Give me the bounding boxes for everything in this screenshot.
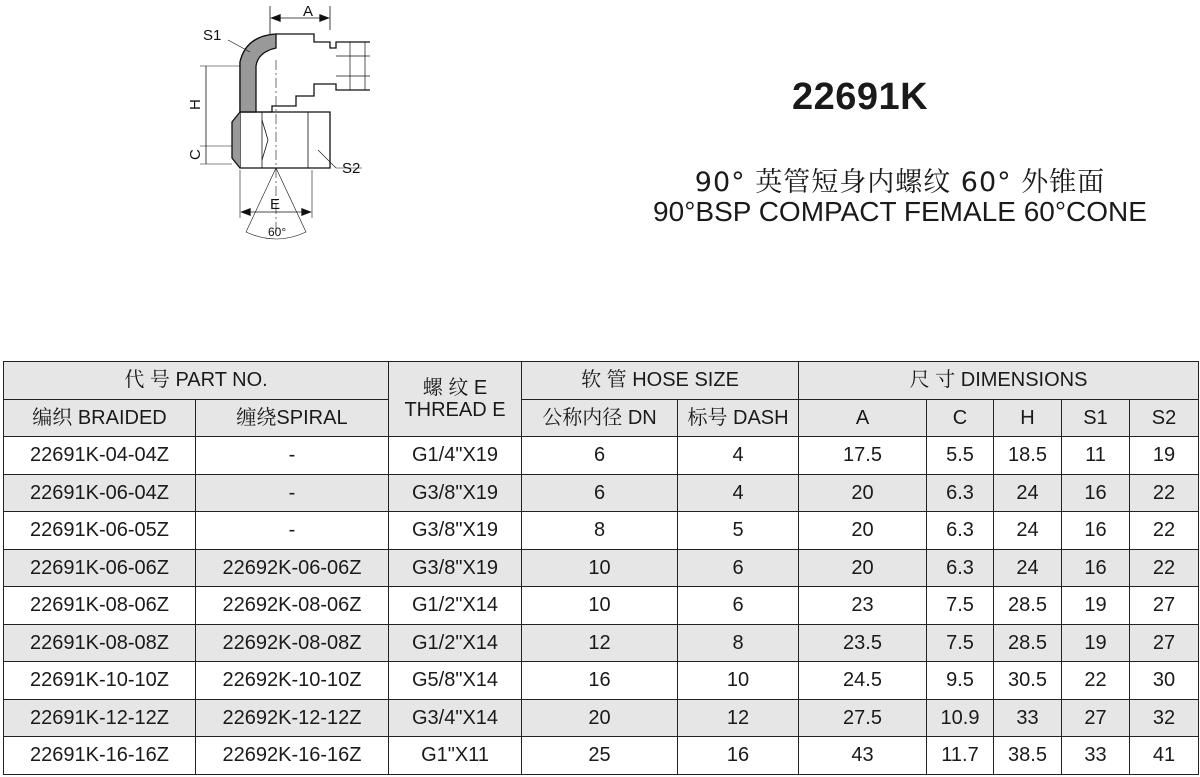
cell-a: 23.5: [799, 624, 927, 662]
cell-dash: 6: [678, 587, 799, 625]
cell-s2: 22: [1130, 549, 1199, 587]
cell-dn: 20: [522, 699, 678, 737]
header-s2: S2: [1130, 399, 1199, 437]
cell-s2: 32: [1130, 699, 1199, 737]
cell-dash: 4: [678, 474, 799, 512]
description-english: 90°BSP COMPACT FEMALE 60°CONE: [653, 196, 1147, 227]
header-spiral: 缠绕SPIRAL: [196, 399, 389, 437]
header-dn: 公称内径 DN: [522, 399, 678, 437]
table-row: [4, 737, 1199, 775]
table-header-row: [4, 362, 1199, 400]
cell-spiral: -: [196, 474, 389, 512]
cell-braided: 22691K-12-12Z: [4, 699, 196, 737]
header-thread-line1: 螺 纹 E: [422, 377, 488, 399]
cell-h: 24: [994, 512, 1062, 550]
cell-s2: 19: [1130, 437, 1199, 475]
header-s1: S1: [1062, 399, 1130, 437]
cell-c: 10.9: [927, 699, 994, 737]
header-dimensions: 尺 寸 DIMENSIONS: [799, 362, 1199, 400]
cell-dn: 6: [522, 474, 678, 512]
cell-braided: 22691K-06-05Z: [4, 512, 196, 550]
cell-a: 20: [799, 474, 927, 512]
cell-a: 24.5: [799, 662, 927, 700]
table-row: [4, 549, 1199, 587]
cell-h: 38.5: [994, 737, 1062, 775]
cell-s1: 19: [1062, 624, 1130, 662]
cell-spiral: 22692K-16-16Z: [196, 737, 389, 775]
table-row: [4, 512, 1199, 550]
cell-s1: 27: [1062, 699, 1130, 737]
cell-c: 6.3: [927, 474, 994, 512]
cell-s1: 19: [1062, 587, 1130, 625]
cell-thread: G3/8"X19: [389, 474, 522, 512]
cell-a: 20: [799, 549, 927, 587]
cell-spiral: 22692K-10-10Z: [196, 662, 389, 700]
cell-s1: 33: [1062, 737, 1130, 775]
cell-s1: 11: [1062, 437, 1130, 475]
cell-dash: 8: [678, 624, 799, 662]
cell-dash: 12: [678, 699, 799, 737]
cell-braided: 22691K-10-10Z: [4, 662, 196, 700]
cell-braided: 22691K-06-06Z: [4, 549, 196, 587]
cell-a: 17.5: [799, 437, 927, 475]
header-a: A: [799, 399, 927, 437]
cell-braided: 22691K-16-16Z: [4, 737, 196, 775]
cell-braided: 22691K-08-06Z: [4, 587, 196, 625]
cell-dash: 6: [678, 549, 799, 587]
cell-dn: 10: [522, 587, 678, 625]
header-thread: [389, 362, 522, 437]
dim-h-label: H: [187, 99, 204, 110]
header-braided: 编织 BRAIDED: [4, 399, 196, 437]
cell-h: 28.5: [994, 587, 1062, 625]
table-row: [4, 662, 1199, 700]
dim-a-label: A: [303, 3, 314, 20]
cell-c: 5.5: [927, 437, 994, 475]
header-thread-line2: THREAD E: [404, 399, 506, 421]
cell-thread: G1"X11: [389, 737, 522, 775]
dim-s2-label: S2: [342, 160, 361, 177]
cell-braided: 22691K-08-08Z: [4, 624, 196, 662]
header-hose-size: 软 管 HOSE SIZE: [522, 362, 799, 400]
cell-spiral: 22692K-12-12Z: [196, 699, 389, 737]
cell-braided: 22691K-06-04Z: [4, 474, 196, 512]
table-row: [4, 437, 1199, 475]
cell-s1: 16: [1062, 474, 1130, 512]
cone-angle-label: 60°: [268, 225, 287, 239]
cell-a: 43: [799, 737, 927, 775]
cell-s2: 22: [1130, 474, 1199, 512]
cell-h: 18.5: [994, 437, 1062, 475]
dim-s1-label: S1: [203, 27, 222, 44]
cell-dash: 5: [678, 512, 799, 550]
table-row: [4, 624, 1199, 662]
cell-c: 6.3: [927, 549, 994, 587]
dim-c-label: C: [187, 149, 204, 160]
header-dash: 标号 DASH: [678, 399, 799, 437]
table-row: [4, 474, 1199, 512]
cell-s1: 16: [1062, 512, 1130, 550]
cell-dn: 16: [522, 662, 678, 700]
header-h: H: [994, 399, 1062, 437]
cell-s2: 41: [1130, 737, 1199, 775]
table-body: [4, 437, 1199, 775]
cell-h: 28.5: [994, 624, 1062, 662]
cell-dn: 8: [522, 512, 678, 550]
cell-dash: 16: [678, 737, 799, 775]
fitting-drawing: [180, 0, 370, 245]
cell-c: 11.7: [927, 737, 994, 775]
table-subheader-row: [4, 399, 1199, 437]
cell-thread: G3/4"X14: [389, 699, 522, 737]
cell-thread: G1/2"X14: [389, 587, 522, 625]
cell-spiral: 22692K-06-06Z: [196, 549, 389, 587]
cell-dn: 6: [522, 437, 678, 475]
cell-braided: 22691K-04-04Z: [4, 437, 196, 475]
cell-thread: G3/8"X19: [389, 549, 522, 587]
cell-dn: 12: [522, 624, 678, 662]
cell-h: 24: [994, 549, 1062, 587]
cell-thread: G5/8"X14: [389, 662, 522, 700]
cell-dn: 10: [522, 549, 678, 587]
cell-h: 30.5: [994, 662, 1062, 700]
cell-thread: G1/4"X19: [389, 437, 522, 475]
table-row: [4, 699, 1199, 737]
cell-spiral: 22692K-08-08Z: [196, 624, 389, 662]
cell-s1: 16: [1062, 549, 1130, 587]
part-title: 22691K: [791, 76, 929, 118]
cell-a: 20: [799, 512, 927, 550]
cell-a: 27.5: [799, 699, 927, 737]
cell-thread: G3/8"X19: [389, 512, 522, 550]
cell-h: 33: [994, 699, 1062, 737]
cell-s2: 22: [1130, 512, 1199, 550]
cell-a: 23: [799, 587, 927, 625]
dim-e-label: E: [270, 196, 281, 213]
cell-spiral: -: [196, 437, 389, 475]
cell-c: 7.5: [927, 624, 994, 662]
cell-dash: 4: [678, 437, 799, 475]
cell-s1: 22: [1062, 662, 1130, 700]
cell-s2: 27: [1130, 624, 1199, 662]
cell-spiral: -: [196, 512, 389, 550]
cell-dash: 10: [678, 662, 799, 700]
cell-c: 7.5: [927, 587, 994, 625]
cell-h: 24: [994, 474, 1062, 512]
cell-dn: 25: [522, 737, 678, 775]
cell-c: 6.3: [927, 512, 994, 550]
table-row: [4, 587, 1199, 625]
spec-table: [3, 361, 1199, 775]
description-chinese: 90° 英管短身内螺纹 60° 外锥面: [694, 167, 1106, 198]
cell-spiral: 22692K-08-06Z: [196, 587, 389, 625]
header-part-no: 代 号 PART NO.: [4, 362, 389, 400]
cell-s2: 30: [1130, 662, 1199, 700]
cell-s2: 27: [1130, 587, 1199, 625]
cell-c: 9.5: [927, 662, 994, 700]
cell-thread: G1/2"X14: [389, 624, 522, 662]
header-c: C: [927, 399, 994, 437]
